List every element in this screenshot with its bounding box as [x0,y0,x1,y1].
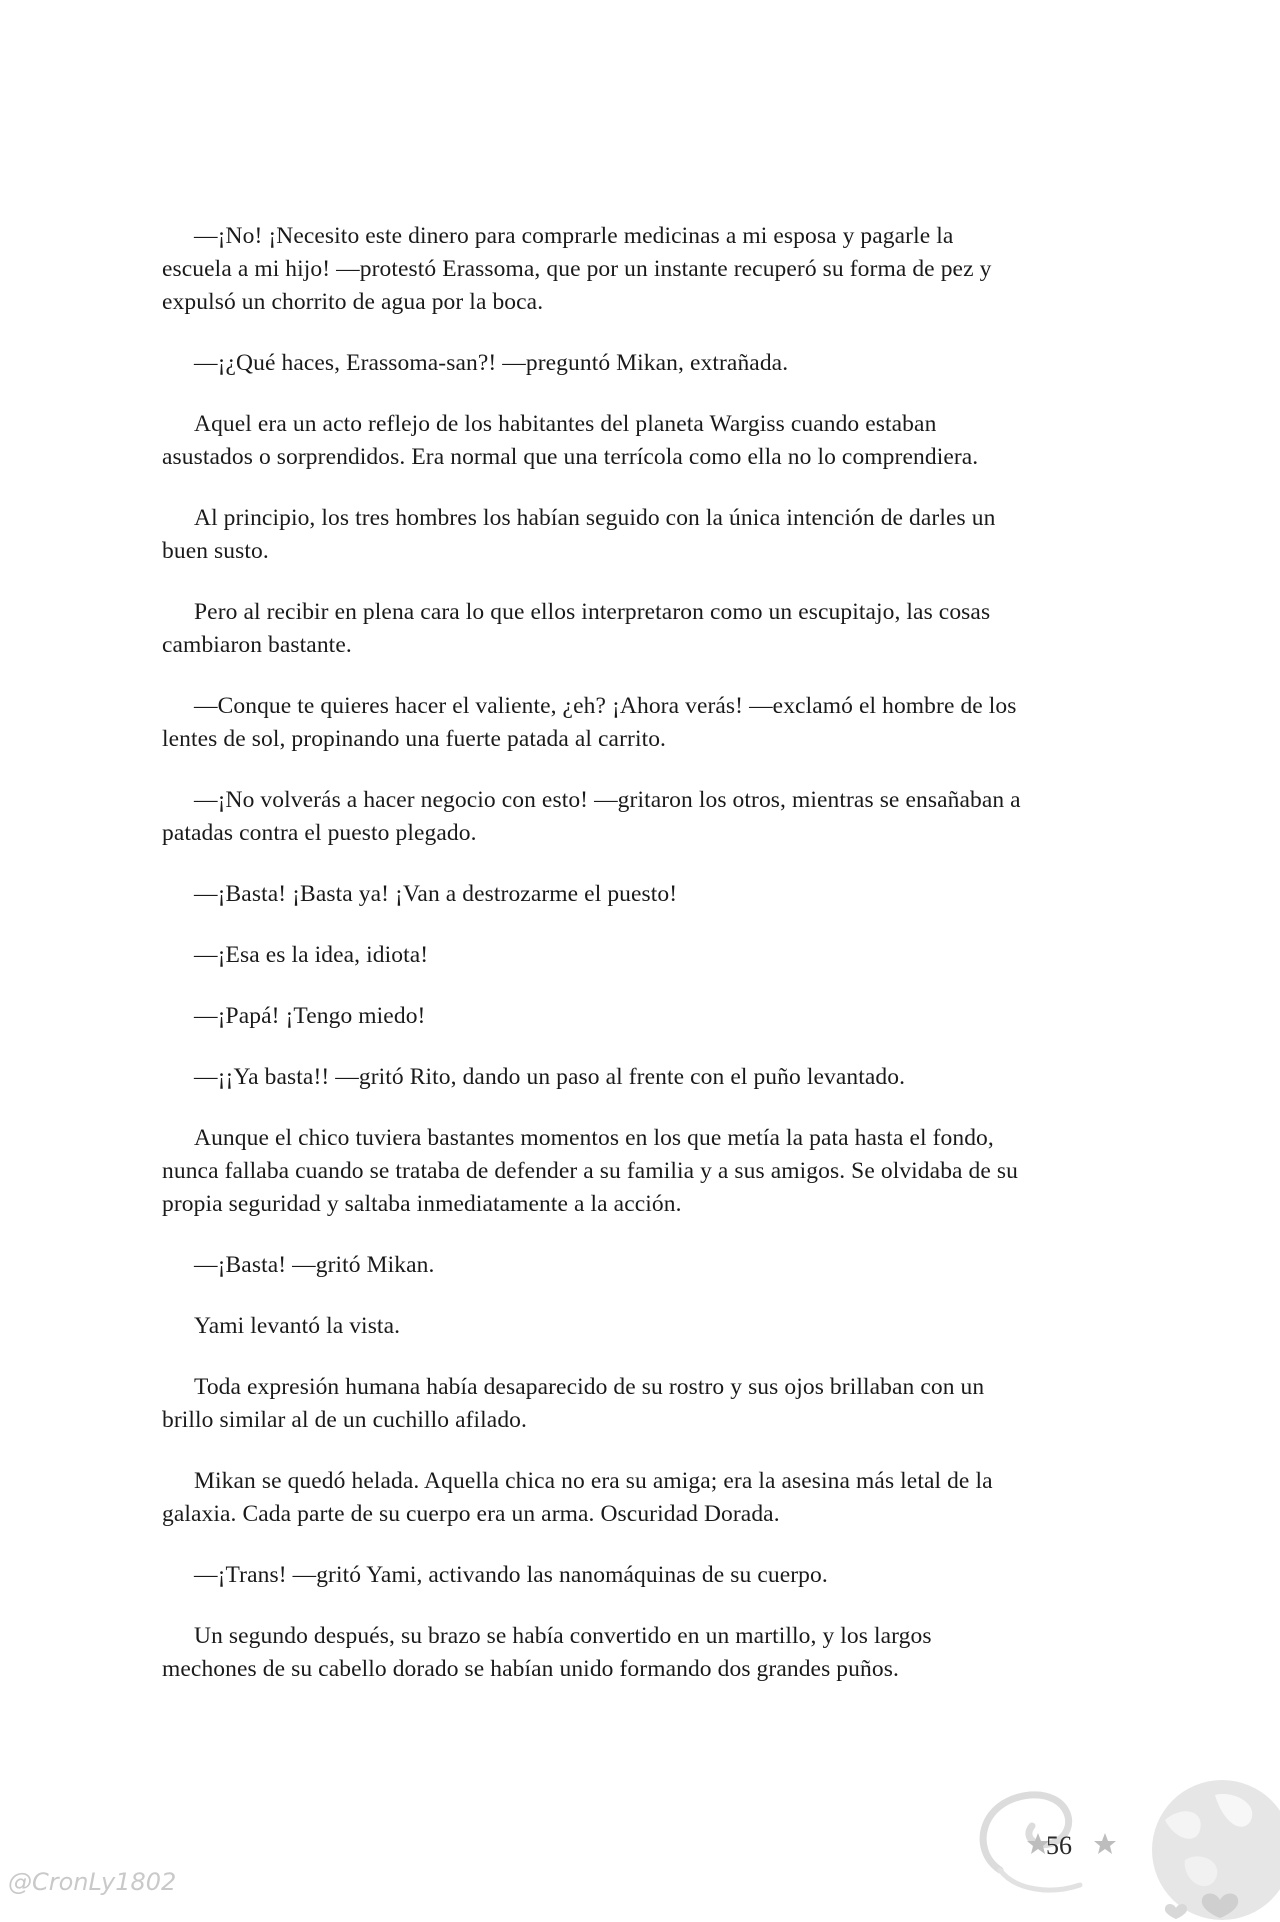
paragraph: —¡¡Ya basta!! —gritó Rito, dando un paso al frente con el puño levantado. [194,1064,906,1090]
paragraph: Toda expresión humana había desaparecido de su rostro y sus ojos brillaban con un brillo similar al de un cuchillo afilado. [162,1374,985,1433]
paragraph: Pero al recibir en plena cara lo que ellos interpretaron como un escupitajo, las cosas cambiaron bastante. [162,599,991,658]
paragraph: —¡Trans! —gritó Yami, activando las nanomáquinas de su cuerpo. [194,1562,828,1588]
star-icon [1094,1833,1116,1854]
swirl-tail [1000,1870,1080,1890]
paragraph: Mikan se quedó helada. Aquella chica no era su amiga; era la asesina más letal de la galaxia. Cada parte de su cuerpo era un arma. Oscuridad Dorada. [162,1468,993,1527]
page-number: 56 [1046,1831,1072,1860]
paragraph: —Conque te quieres hacer el valiente, ¿eh? ¡Ahora verás! —exclamó el hombre de los lentes de sol, propinando una fuerte patada al carrito. [162,693,1017,752]
paragraph: —¡Esa es la idea, idiota! [194,942,429,968]
paragraph: Yami levantó la vista. [194,1313,401,1339]
paragraph: —¡Basta! ¡Basta ya! ¡Van a destrozarme el puesto! [194,881,678,907]
page-body [162,220,1122,1714]
watermark: @CronLy1802 [8,1868,177,1896]
paragraph: —¡No! ¡Necesito este dinero para comprarle medicinas a mi esposa y pagarle la escuela a mi hijo! —protestó Erassoma, que por un instante recuperó su forma de pez y expulsó un chorrito de agua por la boca. [162,223,992,315]
paragraph: —¡No volverás a hacer negocio con esto! —gritaron los otros, mientras se ensañaban a patadas contra el puesto plegado. [162,787,1021,846]
paragraph: Al principio, los tres hombres los habían seguido con la única intención de darles un buen susto. [162,505,996,564]
paragraph: Un segundo después, su brazo se había convertido en un martillo, y los largos mechones de su cabello dorado se habían unido formando dos grandes puños. [162,1623,932,1682]
paragraph: Aunque el chico tuviera bastantes momentos en los que metía la pata hasta el fondo, nunca fallaba cuando se trataba de defender a su familia y a sus amigos. Se olvidaba de su propia seguridad y saltaba inmediatamente a la acción. [162,1125,1018,1217]
paragraph: —¡Basta! —gritó Mikan. [194,1252,435,1278]
heart-icon [1165,1904,1187,1919]
paragraph: Aquel era un acto reflejo de los habitantes del planeta Wargiss cuando estaban asustados o sorprendidos. Era normal que una terrícola como ella no lo comprendiera. [162,411,979,470]
paragraph: —¡Papá! ¡Tengo miedo! [194,1003,426,1029]
paragraph: —¡¿Qué haces, Erassoma-san?! —preguntó Mikan, extrañada. [194,350,789,376]
page-corner-decoration [960,1750,1280,1922]
